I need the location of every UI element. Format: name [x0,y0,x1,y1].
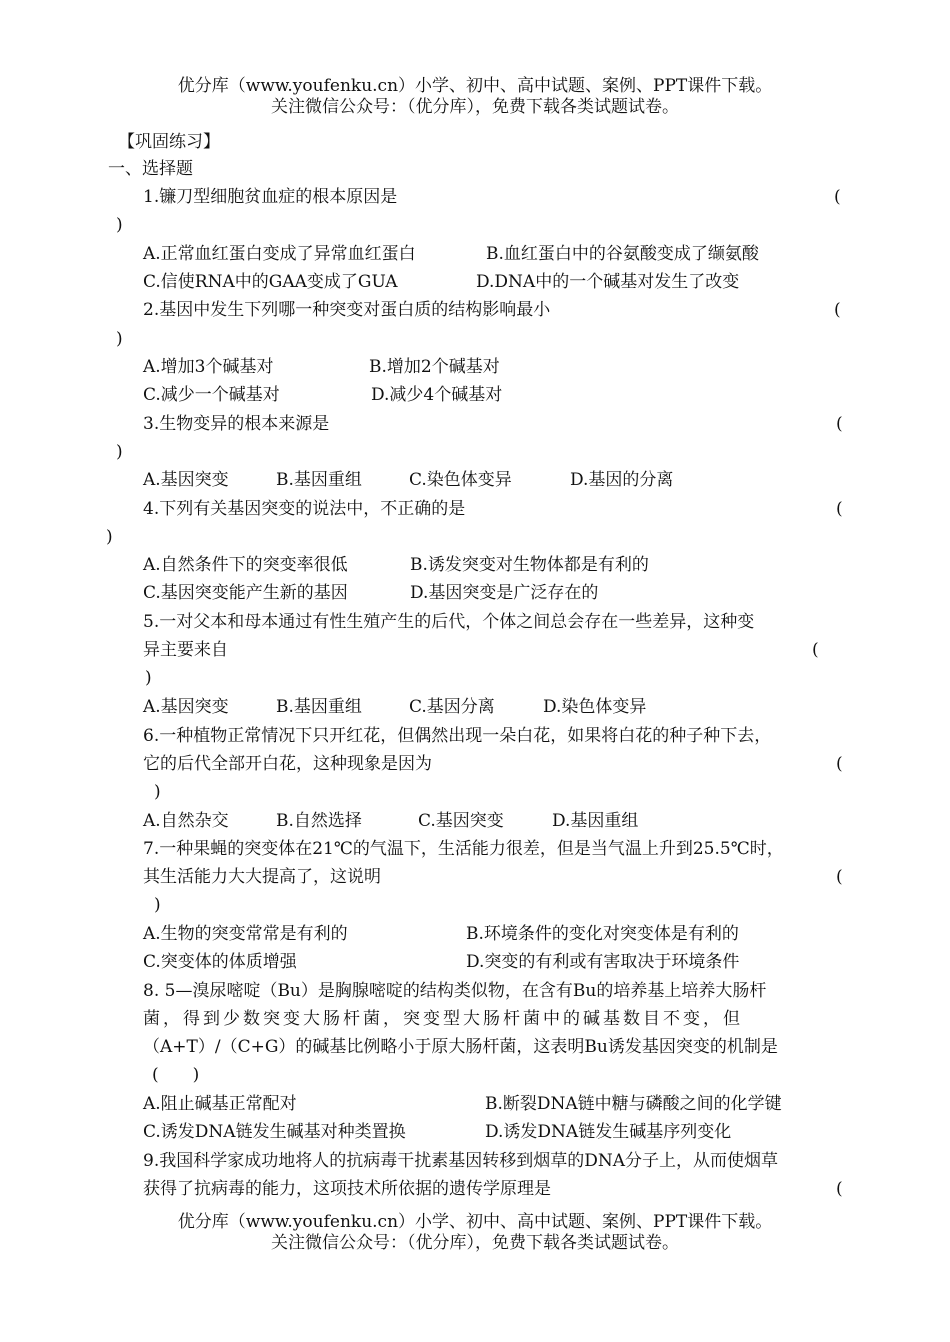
question-6-stem-line-1: 6.一种植物正常情况下只开红花，但偶然出现一朵白花，如果将白花的种子种下去， [143,726,772,746]
question-1-option-a: A.正常血红蛋白变成了异常血红蛋白 [143,244,416,264]
section-title: 【巩固练习】 [118,132,220,152]
question-7-option-b: B.环境条件的变化对突变体是有利的 [466,924,739,944]
question-7-stem-line-1: 7.一种果蝇的突变体在21℃的气温下，生活能力很差，但是当气温上升到25.5℃时， [143,839,784,859]
question-7-option-d: D.突变的有利或有害取决于环境条件 [466,952,740,972]
question-5-option-a: A.基因突变 [143,697,229,717]
question-8-option-c: C.诱发DNA链发生碱基对种类置换 [143,1122,406,1142]
question-3-close-paren: ) [116,442,123,462]
header-line-1: 优分库（www.youfenku.cn）小学、初中、高中试题、案例、PPT课件下载。 [177,76,773,96]
question-5-close-paren: ) [145,668,152,688]
question-5-option-d: D.染色体变异 [543,697,647,717]
question-4-stem: 4.下列有关基因突变的说法中，不正确的是 [143,499,466,519]
question-5-option-b: B.基因重组 [276,697,362,717]
question-7-option-a: A.生物的突变常常是有利的 [143,924,348,944]
question-4-open-paren: ( [836,499,843,519]
question-9-open-paren: ( [836,1179,843,1199]
question-6-close-paren: ) [154,782,161,802]
question-3-option-c: C.染色体变异 [409,470,512,490]
question-2-option-c: C.减少一个碱基对 [143,385,280,405]
page-footer [0,1212,950,1254]
question-6-option-d: D.基因重组 [552,811,639,831]
question-6-open-paren: ( [836,754,843,774]
question-8-option-a: A.阻止碱基正常配对 [143,1094,297,1114]
question-8-stem-line-2: 菌，得到少数突变大肠杆菌，突变型大肠杆菌中的碱基数目不变，但 [143,1009,743,1029]
question-5-option-c: C.基因分离 [409,697,495,717]
question-8-stem-line-3: （A+T）/（C+G）的碱基比例略小于原大肠杆菌，这表明Bu诱发基因突变的机制是 [143,1037,778,1057]
question-5-open-paren: ( [812,640,819,660]
question-2-stem: 2.基因中发生下列哪一种突变对蛋白质的结构影响最小 [143,300,551,320]
question-1-option-b: B.血红蛋白中的谷氨酸变成了缬氨酸 [486,244,759,264]
question-4-option-a: A.自然条件下的突变率很低 [143,555,348,575]
question-3-stem: 3.生物变异的根本来源是 [143,414,330,434]
question-6-option-a: A.自然杂交 [143,811,229,831]
question-6-option-c: C.基因突变 [418,811,504,831]
question-5-stem-line-1: 5.一对父本和母本通过有性生殖产生的后代，个体之间总会存在一些差异，这种变 [143,612,755,632]
question-7-open-paren: ( [836,867,843,887]
question-2-option-a: A.增加3个碱基对 [143,357,274,377]
question-9-stem-line-1: 9.我国科学家成功地将人的抗病毒干扰素基因转移到烟草的DNA分子上，从而使烟草 [143,1151,778,1171]
question-7-stem-line-2: 其生活能力大大提高了，这说明 [143,867,381,887]
question-4-close-paren: ) [106,527,113,547]
header-line-2: 关注微信公众号：（优分库），免费下载各类试题试卷。 [271,97,679,117]
question-2-option-d: D.减少4个碱基对 [371,385,503,405]
question-1-option-c: C.信使RNA中的GAA变成了GUA [143,272,398,292]
question-4-option-b: B.诱发突变对生物体都是有利的 [410,555,649,575]
question-1-stem: 1.镰刀型细胞贫血症的根本原因是 [143,187,398,207]
question-2-open-paren: ( [834,300,841,320]
section-subtitle: 一、选择题 [108,159,193,179]
question-5-stem-line-2: 异主要来自 [143,640,228,660]
question-6-option-b: B.自然选择 [276,811,362,831]
question-9-stem-line-2: 获得了抗病毒的能力，这项技术所依据的遗传学原理是 [143,1179,551,1199]
question-3-option-a: A.基因突变 [143,470,229,490]
question-4-option-c: C.基因突变能产生新的基因 [143,583,348,603]
question-3-option-b: B.基因重组 [276,470,362,490]
question-1-close-paren: ) [116,215,123,235]
question-7-close-paren: ) [154,895,161,915]
question-4-option-d: D.基因突变是广泛存在的 [410,583,599,603]
footer-line-1: 优分库（www.youfenku.cn）小学、初中、高中试题、案例、PPT课件下载。 [177,1212,773,1232]
question-8-option-b: B.断裂DNA链中糖与磷酸之间的化学键 [485,1094,782,1114]
question-8-stem-line-1: 8. 5—溴尿嘧啶（Bu）是胸腺嘧啶的结构类似物，在含有Bu的培养基上培养大肠杆 [143,981,767,1001]
question-1-option-d: D.DNA中的一个碱基对发生了改变 [476,272,740,292]
question-7-option-c: C.突变体的体质增强 [143,952,297,972]
question-2-close-paren: ) [116,329,123,349]
question-8-option-d: D.诱发DNA链发生碱基序列变化 [485,1122,732,1142]
page-header [0,76,950,118]
footer-line-2: 关注微信公众号：（优分库），免费下载各类试题试卷。 [271,1233,679,1253]
question-6-stem-line-2: 它的后代全部开白花，这种现象是因为 [143,754,432,774]
question-1-open-paren: ( [834,187,841,207]
question-8-answer-paren: ( ) [152,1065,200,1085]
question-2-option-b: B.增加2个碱基对 [369,357,500,377]
question-3-open-paren: ( [836,414,843,434]
question-3-option-d: D.基因的分离 [570,470,674,490]
